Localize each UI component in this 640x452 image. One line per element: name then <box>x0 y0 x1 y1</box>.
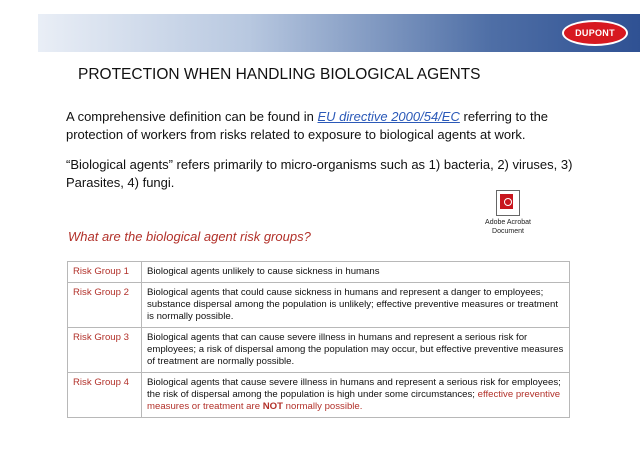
attachment-label-line2: Document <box>492 228 524 235</box>
description-emphasis: NOT <box>262 401 283 412</box>
risk-group-label: Risk Group 4 <box>68 373 142 418</box>
intro-text-start: A comprehensive definition can be found in <box>66 109 318 124</box>
logo-text: DUPONT <box>575 28 615 38</box>
dupont-logo <box>562 20 628 46</box>
pdf-attachment[interactable] <box>478 190 538 236</box>
risk-group-description: Biological agents that could cause sickness in humans and represent a danger to employees; substance dispersal among the population is unlikely; effective preventive measures or treatment is normally possible. <box>142 283 570 328</box>
intro-text-end: referring to the protection of workers from risks related to exposure to biological agents at work. <box>66 109 549 142</box>
attachment-label-line1: Adobe Acrobat <box>485 219 531 226</box>
risk-groups-table <box>67 261 570 418</box>
table-row <box>68 373 570 418</box>
pdf-document-icon <box>496 190 520 216</box>
header-banner <box>38 14 640 52</box>
intro-paragraph <box>66 108 586 144</box>
risk-group-label: Risk Group 2 <box>68 283 142 328</box>
risk-groups-question: What are the biological agent risk groups? <box>68 229 311 244</box>
table-row <box>68 262 570 283</box>
description-plain: Biological agents that cause severe illness in humans and represent a serious risk for employees; the risk of dispersal among the population is high under some circumstances; <box>147 377 561 400</box>
risk-group-description: Biological agents that can cause severe illness in humans and represent a serious risk for employees; a risk of dispersal among the population may occur, but effective preventive measures of treatment are normally possible. <box>142 328 570 373</box>
eu-directive-link[interactable]: EU directive 2000/54/EC <box>317 109 460 124</box>
risk-group-description <box>142 373 570 418</box>
table-row <box>68 283 570 328</box>
risk-group-description: Biological agents unlikely to cause sickness in humans <box>142 262 570 283</box>
table-row <box>68 328 570 373</box>
risk-group-label: Risk Group 1 <box>68 262 142 283</box>
risk-group-label: Risk Group 3 <box>68 328 142 373</box>
description-highlight: effective preventive measures or treatment are <box>147 389 561 412</box>
definition-paragraph: “Biological agents” refers primarily to micro-organisms such as 1) bacteria, 2) viruses, 3) Parasites, 4) fungi. <box>66 157 573 190</box>
page-title: PROTECTION WHEN HANDLING BIOLOGICAL AGENTS <box>78 66 481 83</box>
description-end: normally possible. <box>282 401 363 412</box>
